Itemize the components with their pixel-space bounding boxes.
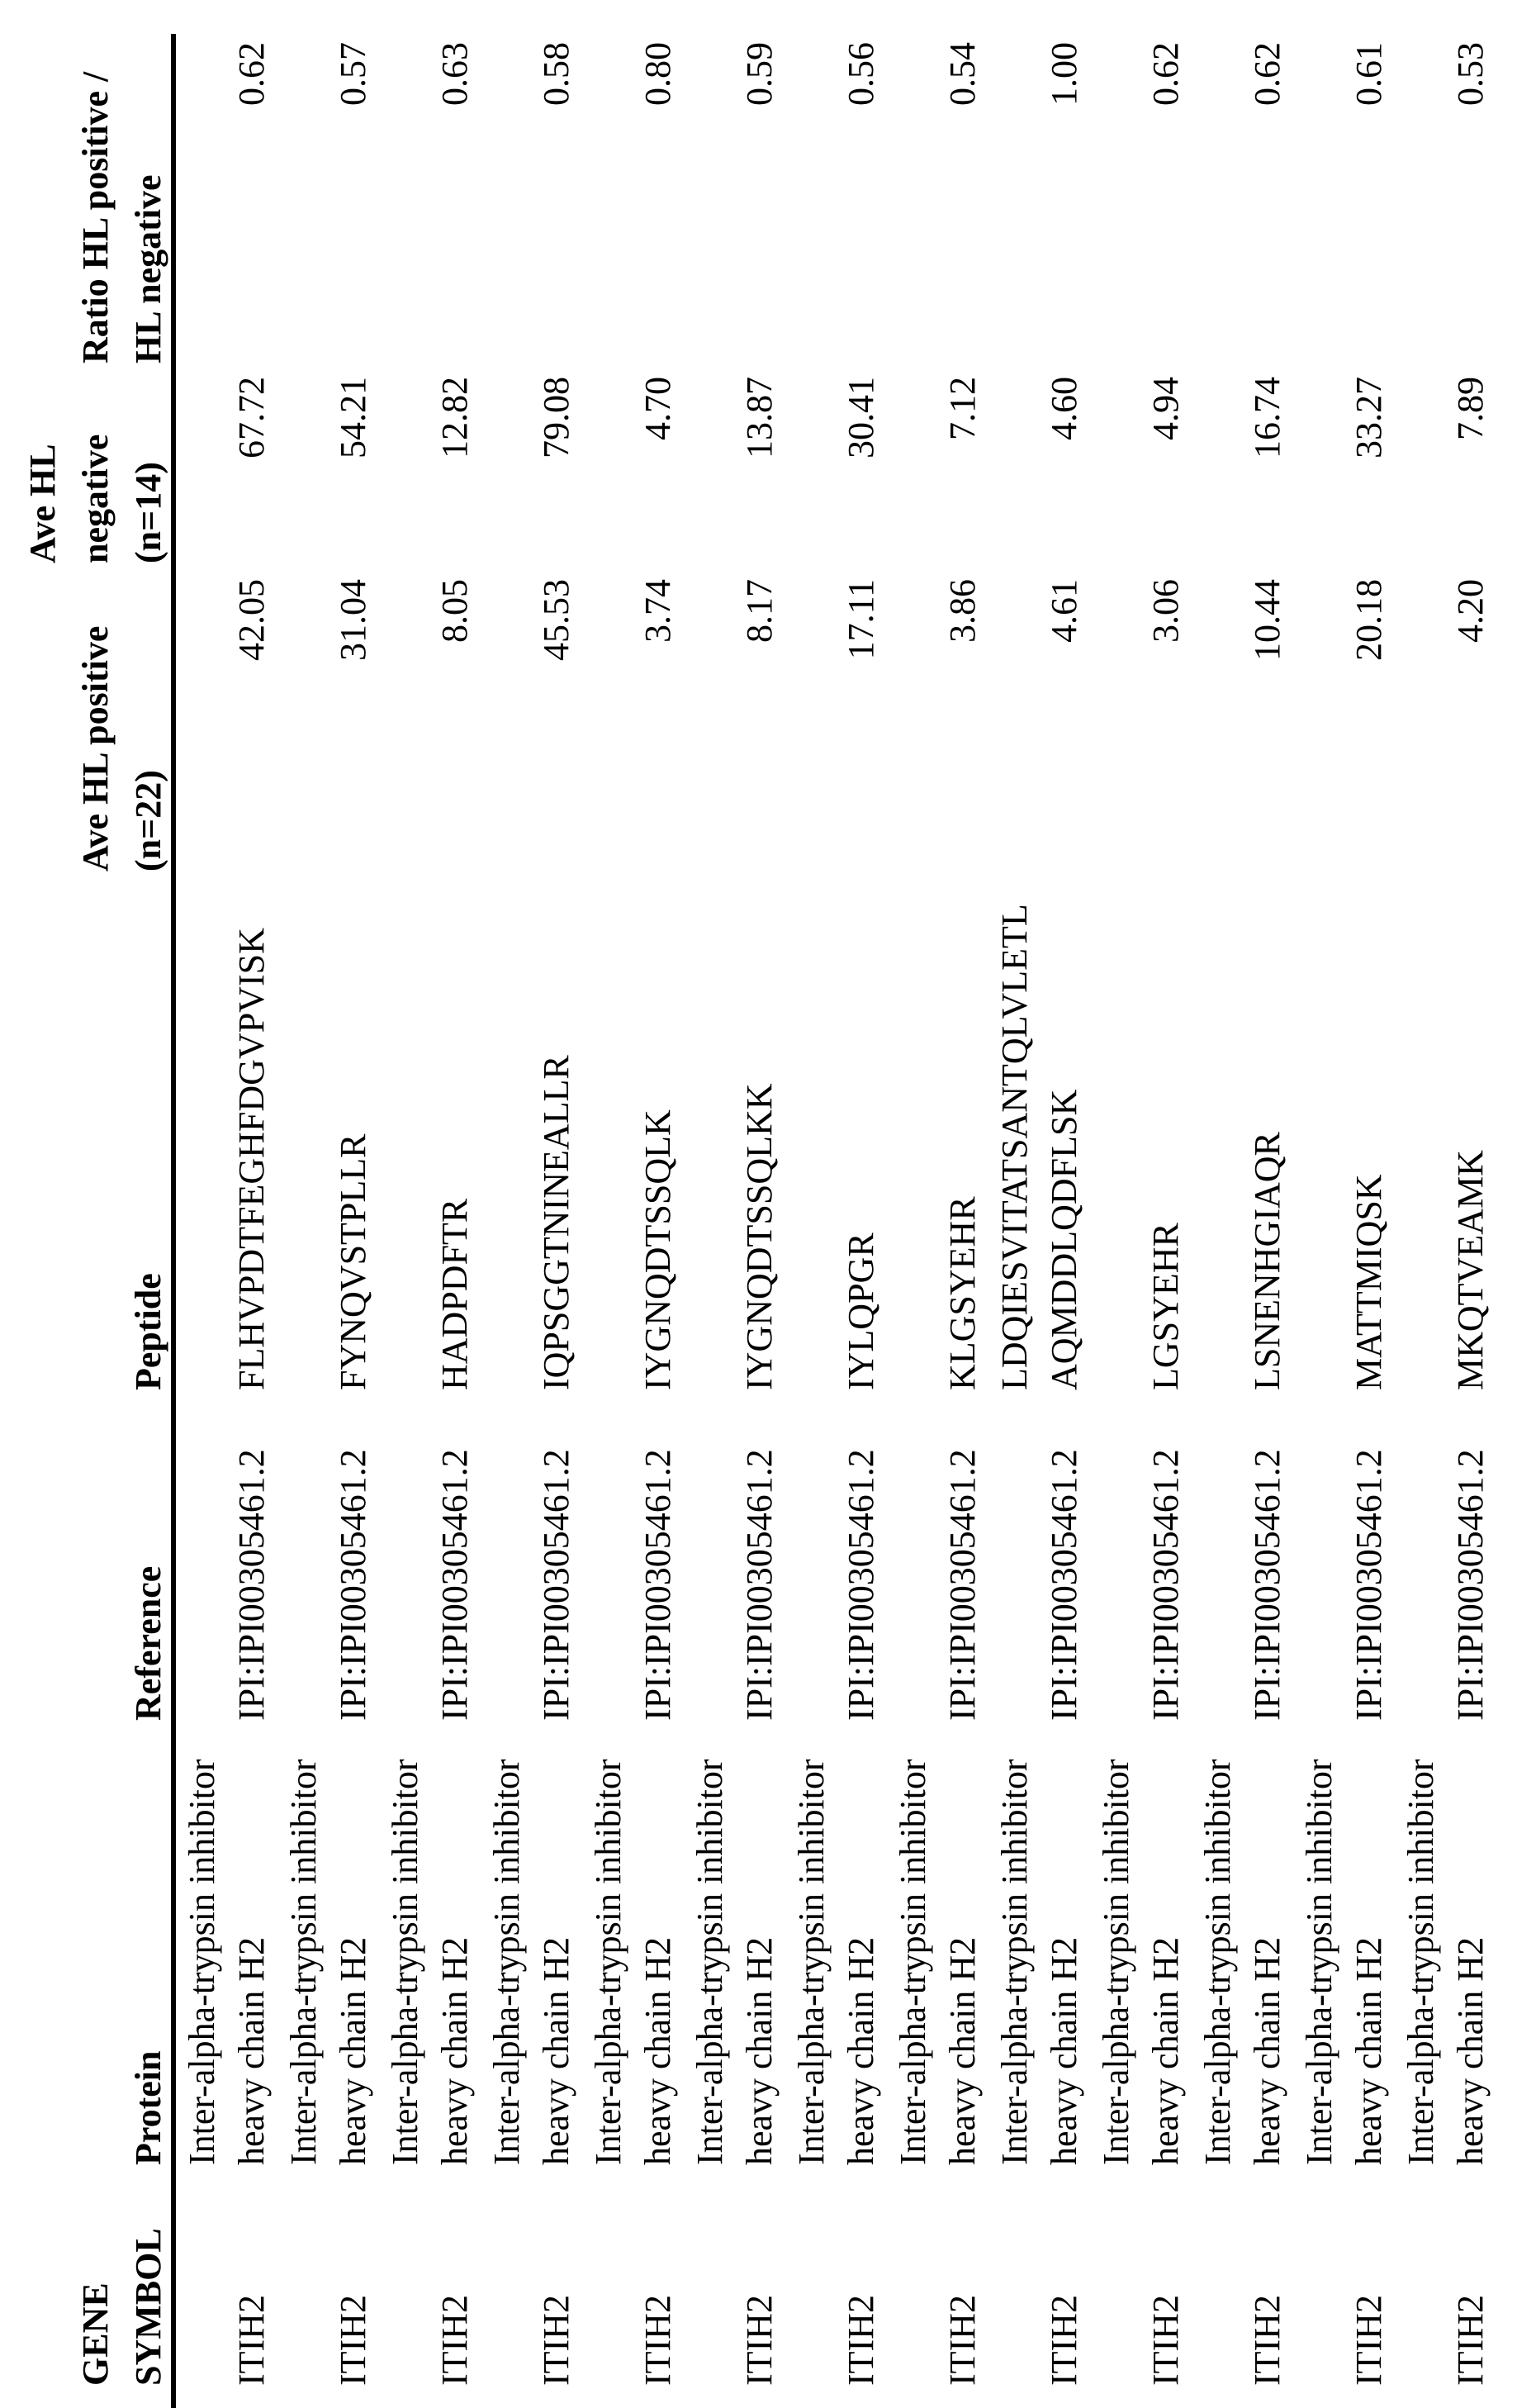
- reference-cell-text: IPI:IPI00305461.2: [735, 1449, 785, 1721]
- table-row: [1193, 0, 1295, 2408]
- peptide-cell-text: MATTMIQSK: [1344, 1174, 1394, 1390]
- ave-hl-positive-cell: [889, 579, 988, 872]
- reference-cell: [787, 1448, 886, 1721]
- gene-cell: [1193, 2171, 1292, 2386]
- protein-cell: [279, 1703, 378, 2165]
- protein-cell: [1193, 1703, 1292, 2165]
- ave-hl-negative-cell-text: 16.74: [1243, 377, 1292, 458]
- ratio-cell: [279, 42, 378, 363]
- ave-hl-negative-cell-text: 67.72: [227, 377, 277, 458]
- reference-cell-text: IPI:IPI00305461.2: [430, 1449, 480, 1721]
- gene-cell-text: ITIH2: [837, 2295, 886, 2386]
- gene-cell-text: ITIH2: [1243, 2295, 1292, 2386]
- reference-cell: [990, 1448, 1089, 1721]
- ratio-cell: [889, 42, 988, 363]
- peptide-cell: [685, 882, 785, 1390]
- reference-cell-text: IPI:IPI00305461.2: [938, 1449, 988, 1721]
- gene-cell-text: ITIH2: [227, 2295, 277, 2386]
- ave-hl-negative-cell-text: 79.08: [532, 377, 581, 458]
- reference-cell: [584, 1448, 683, 1721]
- ratio-cell: [1092, 42, 1191, 363]
- ave-hl-positive-cell-text: 17.11: [837, 579, 886, 659]
- header-protein: Protein: [17, 1917, 175, 2165]
- peptide-cell: [482, 882, 581, 1390]
- ave-hl-negative-cell-text: 54.21: [329, 377, 378, 458]
- gene-cell-text: ITIH2: [1040, 2295, 1089, 2386]
- reference-cell: [279, 1448, 378, 1721]
- gene-cell-text: ITIH2: [430, 2295, 480, 2386]
- gene-cell: [482, 2171, 581, 2386]
- ave-hl-positive-cell: [1295, 579, 1394, 872]
- protein-cell-text: Inter-alpha-trypsin inhibitor heavy chain H2: [1396, 1703, 1496, 2165]
- ave-hl-positive-cell-text: 3.74: [633, 579, 683, 643]
- ave-hl-positive-cell-text: 45.53: [532, 579, 581, 661]
- ratio-cell: [1396, 42, 1496, 363]
- reference-cell: [1396, 1448, 1496, 1721]
- ave-hl-negative-cell-text: 33.27: [1344, 377, 1394, 458]
- reference-cell-text: IPI:IPI00305461.2: [1243, 1449, 1292, 1721]
- ave-hl-positive-cell: [584, 579, 683, 872]
- ave-hl-negative-cell: [584, 377, 683, 563]
- ratio-cell: [482, 42, 581, 363]
- ratio-cell-text: 1.00: [1040, 42, 1089, 106]
- ave-hl-positive-cell-text: 31.04: [329, 579, 378, 661]
- reference-cell: [889, 1448, 988, 1721]
- peptide-cell-text: MKQTVEAMK: [1446, 1150, 1496, 1390]
- ave-hl-negative-cell: [990, 377, 1089, 563]
- peptide-cell: [990, 882, 1089, 1390]
- gene-cell: [990, 2171, 1089, 2386]
- gene-cell: [787, 2171, 886, 2386]
- ratio-cell-text: 0.62: [1141, 42, 1191, 106]
- peptide-cell: [1295, 882, 1394, 1390]
- ave-hl-negative-cell: [1092, 377, 1191, 563]
- reference-cell-text: IPI:IPI00305461.2: [1344, 1449, 1394, 1721]
- table-row: [685, 0, 787, 2408]
- peptide-cell: [381, 882, 480, 1390]
- ratio-cell: [178, 42, 277, 363]
- peptide-cell-text: IQPSGGTNINEALLR: [532, 1055, 581, 1390]
- header-ave-hl-negative: Ave HL negative (n=14): [17, 365, 175, 563]
- ratio-cell-text: 0.56: [837, 42, 886, 106]
- reference-cell-text: IPI:IPI00305461.2: [227, 1449, 277, 1721]
- table-row: [178, 0, 279, 2408]
- ave-hl-negative-cell: [787, 377, 886, 563]
- peptide-cell-text: LDQIESVITATSANTQLVLETLAQMDDLQDFLSK: [990, 882, 1089, 1390]
- peptide-cell-text: LGSYEHR: [1141, 1223, 1191, 1390]
- protein-cell: [1295, 1703, 1394, 2165]
- table-row: [889, 0, 990, 2408]
- ratio-cell: [381, 42, 480, 363]
- ave-hl-positive-cell-text: 42.05: [227, 579, 277, 661]
- ave-hl-negative-cell-text: 30.41: [837, 377, 886, 458]
- ave-hl-positive-cell-text: 4.20: [1446, 579, 1496, 643]
- ave-hl-positive-cell-text: 3.86: [938, 579, 988, 643]
- reference-cell-text: IPI:IPI00305461.2: [837, 1449, 886, 1721]
- protein-cell-text: Inter-alpha-trypsin inhibitor heavy chain H2: [1092, 1703, 1191, 2165]
- ratio-cell: [1193, 42, 1292, 363]
- peptide-cell-text: IYLQPGR: [837, 1232, 886, 1390]
- reference-cell: [381, 1448, 480, 1721]
- reference-cell: [1092, 1448, 1191, 1721]
- ratio-cell-text: 0.62: [1243, 42, 1292, 106]
- table-row: [482, 0, 584, 2408]
- peptide-cell: [1396, 882, 1496, 1390]
- header-ratio: Ratio HL positive / HL negative: [17, 33, 175, 363]
- peptide-cell-text: LSNENHGIAQR: [1243, 1132, 1292, 1390]
- protein-cell-text: Inter-alpha-trypsin inhibitor heavy chain H2: [685, 1703, 785, 2165]
- protein-cell-text: Inter-alpha-trypsin inhibitor heavy chain H2: [584, 1703, 683, 2165]
- gene-cell: [178, 2171, 277, 2386]
- table-row: [787, 0, 889, 2408]
- gene-cell: [279, 2171, 378, 2386]
- ave-hl-negative-cell: [279, 377, 378, 563]
- protein-cell: [889, 1703, 988, 2165]
- header-rule: [171, 34, 176, 2408]
- table-row: [1092, 0, 1193, 2408]
- gene-cell-text: ITIH2: [735, 2295, 785, 2386]
- gene-cell-text: ITIH2: [633, 2295, 683, 2386]
- reference-cell-text: IPI:IPI00305461.2: [1446, 1449, 1496, 1721]
- peptide-cell: [1092, 882, 1191, 1390]
- gene-cell-text: ITIH2: [1446, 2295, 1496, 2386]
- ave-hl-negative-cell-text: 13.87: [735, 377, 785, 458]
- protein-cell: [482, 1703, 581, 2165]
- ave-hl-positive-cell-text: 20.18: [1344, 579, 1394, 661]
- protein-cell-text: Inter-alpha-trypsin inhibitor heavy chain H2: [279, 1703, 378, 2165]
- gene-cell: [1092, 2171, 1191, 2386]
- reference-cell: [178, 1448, 277, 1721]
- header-gene-symbol: GENE SYMBOL: [17, 2171, 175, 2386]
- ratio-cell-text: 0.58: [532, 42, 581, 106]
- gene-cell-text: ITIH2: [532, 2295, 581, 2386]
- protein-cell-text: Inter-alpha-trypsin inhibitor heavy chain H2: [482, 1703, 581, 2165]
- ave-hl-positive-cell: [787, 579, 886, 872]
- reference-cell: [1193, 1448, 1292, 1721]
- ave-hl-negative-cell: [1396, 377, 1496, 563]
- reference-cell-text: IPI:IPI00305461.2: [633, 1449, 683, 1721]
- ave-hl-negative-cell-text: 4.70: [633, 377, 683, 440]
- ave-hl-positive-cell: [381, 579, 480, 872]
- ave-hl-positive-cell: [1396, 579, 1496, 872]
- ratio-cell: [584, 42, 683, 363]
- table-row: [1396, 0, 1498, 2408]
- reference-cell: [482, 1448, 581, 1721]
- ave-hl-negative-cell-text: 4.94: [1141, 377, 1191, 440]
- ratio-cell-text: 0.62: [227, 42, 277, 106]
- ave-hl-negative-cell: [889, 377, 988, 563]
- ave-hl-positive-cell: [990, 579, 1089, 872]
- ratio-cell-text: 0.80: [633, 42, 683, 106]
- protein-cell: [787, 1703, 886, 2165]
- gene-cell: [1295, 2171, 1394, 2386]
- gene-cell-text: ITIH2: [329, 2295, 378, 2386]
- table-row: [584, 0, 685, 2408]
- ave-hl-negative-cell-text: 7.12: [938, 377, 988, 440]
- gene-cell: [381, 2171, 480, 2386]
- rotated-table: [0, 0, 1517, 2408]
- ave-hl-positive-cell-text: 4.61: [1040, 579, 1089, 643]
- ave-hl-positive-cell-text: 8.17: [735, 579, 785, 643]
- protein-cell-text: Inter-alpha-trypsin inhibitor heavy chain H2: [1193, 1703, 1292, 2165]
- ave-hl-negative-cell: [1193, 377, 1292, 563]
- protein-cell: [178, 1703, 277, 2165]
- reference-cell: [1295, 1448, 1394, 1721]
- peptide-cell: [787, 882, 886, 1390]
- protein-cell: [1396, 1703, 1496, 2165]
- protein-cell-text: Inter-alpha-trypsin inhibitor heavy chain H2: [990, 1703, 1089, 2165]
- table-row: [279, 0, 381, 2408]
- gene-cell: [685, 2171, 785, 2386]
- reference-cell: [685, 1448, 785, 1721]
- table-row: [1295, 0, 1396, 2408]
- ave-hl-negative-cell: [482, 377, 581, 563]
- gene-cell: [889, 2171, 988, 2386]
- protein-cell: [990, 1703, 1089, 2165]
- peptide-cell-text: HADPDFTR: [430, 1199, 480, 1390]
- protein-cell-text: Inter-alpha-trypsin inhibitor heavy chain H2: [381, 1703, 480, 2165]
- ave-hl-negative-cell: [1295, 377, 1394, 563]
- reference-cell-text: IPI:IPI00305461.2: [532, 1449, 581, 1721]
- ave-hl-positive-cell: [279, 579, 378, 872]
- protein-cell: [1092, 1703, 1191, 2165]
- ratio-cell-text: 0.53: [1446, 42, 1496, 106]
- peptide-cell: [178, 882, 277, 1390]
- ave-hl-positive-cell: [1092, 579, 1191, 872]
- ratio-cell-text: 0.59: [735, 42, 785, 106]
- ave-hl-negative-cell-text: 12.82: [430, 377, 480, 458]
- reference-cell-text: IPI:IPI00305461.2: [329, 1449, 378, 1721]
- peptide-cell-text: IYGNQDTSSQLKK: [735, 1083, 785, 1390]
- gene-cell: [584, 2171, 683, 2386]
- reference-cell-text: IPI:IPI00305461.2: [1141, 1449, 1191, 1721]
- header-reference: Reference: [17, 1448, 175, 1721]
- protein-cell-text: Inter-alpha-trypsin inhibitor heavy chain H2: [787, 1703, 886, 2165]
- ave-hl-positive-cell: [482, 579, 581, 872]
- ratio-cell-text: 0.63: [430, 42, 480, 106]
- ratio-cell: [1295, 42, 1394, 363]
- ave-hl-positive-cell-text: 8.05: [430, 579, 480, 643]
- protein-cell-text: Inter-alpha-trypsin inhibitor heavy chain H2: [1295, 1703, 1394, 2165]
- peptide-cell: [1193, 882, 1292, 1390]
- ave-hl-positive-cell: [685, 579, 785, 872]
- gene-cell-text: ITIH2: [938, 2295, 988, 2386]
- peptide-cell-text: FYNQVSTPLLR: [329, 1134, 378, 1391]
- peptide-cell: [584, 882, 683, 1390]
- header-peptide: Peptide: [17, 1142, 175, 1390]
- protein-cell-text: Inter-alpha-trypsin inhibitor heavy chain H2: [889, 1703, 988, 2165]
- peptide-cell: [279, 882, 378, 1390]
- ratio-cell-text: 0.57: [329, 42, 378, 106]
- ratio-cell: [685, 42, 785, 363]
- header-ave-hl-positive: Ave HL positive (n=22): [17, 574, 175, 872]
- ave-hl-negative-cell: [685, 377, 785, 563]
- ave-hl-negative-cell-text: 4.60: [1040, 377, 1089, 440]
- protein-cell: [685, 1703, 785, 2165]
- peptide-cell-text: IYGNQDTSSQLK: [633, 1109, 683, 1390]
- gene-cell: [1396, 2171, 1496, 2386]
- protein-cell-text: Inter-alpha-trypsin inhibitor heavy chain H2: [178, 1703, 277, 2165]
- ratio-cell-text: 0.54: [938, 42, 988, 106]
- ratio-cell: [990, 42, 1089, 363]
- ave-hl-negative-cell-text: 7.89: [1446, 377, 1496, 440]
- protein-cell: [584, 1703, 683, 2165]
- ave-hl-positive-cell: [178, 579, 277, 872]
- table-row: [990, 0, 1092, 2408]
- peptide-cell: [889, 882, 988, 1390]
- ave-hl-positive-cell: [1193, 579, 1292, 872]
- ratio-cell: [787, 42, 886, 363]
- ave-hl-negative-cell: [178, 377, 277, 563]
- peptide-cell-text: FLHVPDTFEGHFDGVPVISK: [227, 928, 277, 1390]
- ave-hl-positive-cell-text: 10.44: [1243, 579, 1292, 661]
- peptide-cell-text: KLGSYEHR: [938, 1196, 988, 1390]
- ave-hl-negative-cell: [381, 377, 480, 563]
- ave-hl-positive-cell-text: 3.06: [1141, 579, 1191, 643]
- reference-cell-text: IPI:IPI00305461.2: [1040, 1449, 1089, 1721]
- table-row: [381, 0, 482, 2408]
- gene-cell-text: ITIH2: [1141, 2295, 1191, 2386]
- gene-cell-text: ITIH2: [1344, 2295, 1394, 2386]
- ratio-cell-text: 0.61: [1344, 42, 1394, 106]
- protein-cell: [381, 1703, 480, 2165]
